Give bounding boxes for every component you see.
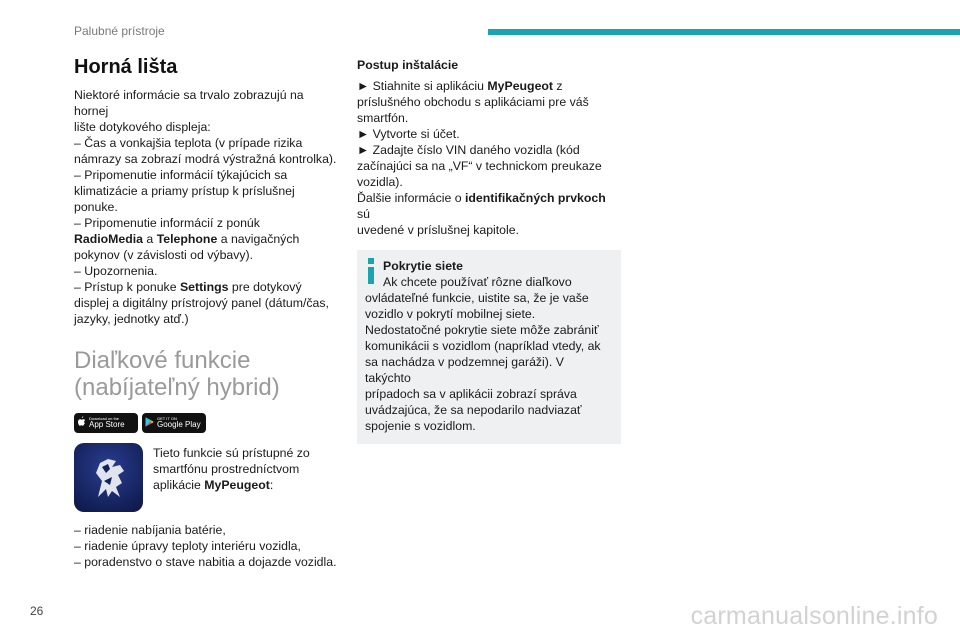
app-description-line: Tieto funkcie sú prístupné zo xyxy=(153,446,310,460)
intro-text: a xyxy=(143,232,157,246)
step-line: ► Zadajte číslo VIN daného vozidla (kód xyxy=(357,143,580,157)
intro-line: lište dotykového displeja: xyxy=(74,120,211,134)
note-line: prípadoch sa v aplikácii zobrazí správa xyxy=(365,387,577,401)
note-line: uvádzajúca, že sa nepodarilo nadviazať xyxy=(365,403,582,417)
note-line: spojenie s vozidlom. xyxy=(365,419,476,433)
google-play-large-text: Google Play xyxy=(157,420,201,429)
app-description-text: aplikácie xyxy=(153,478,205,492)
note-line: sa nachádza v podzemnej garáži). V takýchto xyxy=(365,355,564,385)
right-column xyxy=(357,58,621,444)
store-badges xyxy=(74,413,340,433)
note-line: ovládateľné funkcie, uistite sa, že je vaše xyxy=(365,291,589,305)
intro-line: pokynov (v závislosti od výbavy). xyxy=(74,248,254,262)
list-item: – riadenie nabíjania batérie, xyxy=(74,523,226,537)
remote-functions-title xyxy=(74,347,340,401)
app-description-text: : xyxy=(269,478,274,492)
step-text: z xyxy=(553,79,563,93)
intro-line: – Čas a vonkajšia teplota (v prípade rizika xyxy=(74,136,303,150)
app-name: MyPeugeot xyxy=(204,478,270,492)
installation-steps xyxy=(357,78,621,238)
app-store-small-text: Download on the xyxy=(89,416,120,421)
intro-line: – Pripomenutie informácií týkajúcich sa xyxy=(74,168,288,182)
app-store-badge[interactable] xyxy=(74,413,138,433)
intro-line: – Pripomenutie informácií z ponúk xyxy=(74,216,260,230)
remote-title-line: (nabíjateľný hybrid) xyxy=(74,374,280,401)
features-list xyxy=(74,522,340,570)
intro-line: klimatizácie a priamy prístup k príslušnej xyxy=(74,184,295,198)
watermark: carmanualsonline.info xyxy=(690,602,938,630)
more-info-line xyxy=(357,190,621,222)
intro-line xyxy=(74,231,340,247)
network-coverage-note xyxy=(357,250,621,444)
intro-line: displej a digitálny prístrojový panel (dátum/čas, xyxy=(74,296,329,310)
intro-paragraph xyxy=(74,87,340,327)
installation-title: Postup inštalácie xyxy=(357,58,459,72)
header-accent-bar xyxy=(488,29,960,35)
app-description-line: smartfónu prostredníctvom xyxy=(153,462,300,476)
note-line: Ak chcete používať rôzne diaľkovo xyxy=(383,275,572,289)
intro-line: ponuke. xyxy=(74,200,118,214)
note-body xyxy=(365,290,613,434)
mypeugeot-app-icon xyxy=(74,443,143,512)
intro-line: jazyky, jednotky atď.) xyxy=(74,312,189,326)
app-description xyxy=(153,445,310,493)
menu-name-settings: Settings xyxy=(179,280,229,294)
info-icon xyxy=(365,258,377,284)
more-info-text: sú xyxy=(357,207,370,221)
intro-text: a navigačných xyxy=(217,232,300,246)
intro-line: – Upozornenia. xyxy=(74,264,158,278)
more-info-line: uvedené v príslušnej kapitole. xyxy=(357,223,520,237)
section-title: Horná lišta xyxy=(74,56,178,78)
menu-name-radiomedia: RadioMedia xyxy=(74,232,144,246)
intro-text: – Prístup k ponuke xyxy=(74,280,180,294)
apple-icon xyxy=(77,416,86,430)
app-description-line xyxy=(153,477,310,493)
intro-text: pre dotykový xyxy=(228,280,302,294)
note-line: Nedostatočné pokrytie siete môže zabrániť xyxy=(365,323,599,337)
step-line: začínajúci sa na „VF“ v technickom preukaze xyxy=(357,159,602,173)
intro-line: námrazy sa zobrazí modrá výstražná kontrolka). xyxy=(74,152,337,166)
identification-link-text: identifikačných prvkoch xyxy=(464,191,606,205)
left-column xyxy=(74,56,340,570)
google-play-icon xyxy=(145,417,154,430)
intro-line xyxy=(74,279,340,295)
remote-title-line: Diaľkové funkcie xyxy=(74,347,251,374)
google-play-small-text: GET IT ON xyxy=(157,416,177,421)
step-line: príslušného obchodu s aplikáciami pre váš xyxy=(357,95,589,109)
step-line xyxy=(357,78,621,94)
step-text: ► Stiahnite si aplikáciu xyxy=(357,79,488,93)
menu-name-telephone: Telephone xyxy=(156,232,218,246)
app-store-large-text: App Store xyxy=(89,420,125,429)
list-item: – riadenie úpravy teploty interiéru vozidla, xyxy=(74,539,301,553)
app-name: MyPeugeot xyxy=(487,79,554,93)
app-info-row xyxy=(74,443,340,512)
page-number: 26 xyxy=(30,604,44,618)
step-line: vozidla). xyxy=(357,175,403,189)
list-item: – poradenstvo o stave nabitia a dojazde vozidla. xyxy=(74,555,337,569)
note-line: komunikácii s vozidlom (napríklad vtedy, ak xyxy=(365,339,601,353)
header-section-label: Palubné prístroje xyxy=(74,24,165,38)
peugeot-lion-icon xyxy=(82,451,136,505)
step-line: smartfón. xyxy=(357,111,409,125)
note-title: Pokrytie siete xyxy=(383,259,463,273)
note-line: vozidlo v pokrytí mobilnej siete. xyxy=(365,307,536,321)
google-play-badge[interactable] xyxy=(142,413,206,433)
intro-line: Niektoré informácie sa trvalo zobrazujú na hornej xyxy=(74,88,304,118)
more-info-text: Ďalšie informácie o xyxy=(357,191,465,205)
step-line: ► Vytvorte si účet. xyxy=(357,127,460,141)
